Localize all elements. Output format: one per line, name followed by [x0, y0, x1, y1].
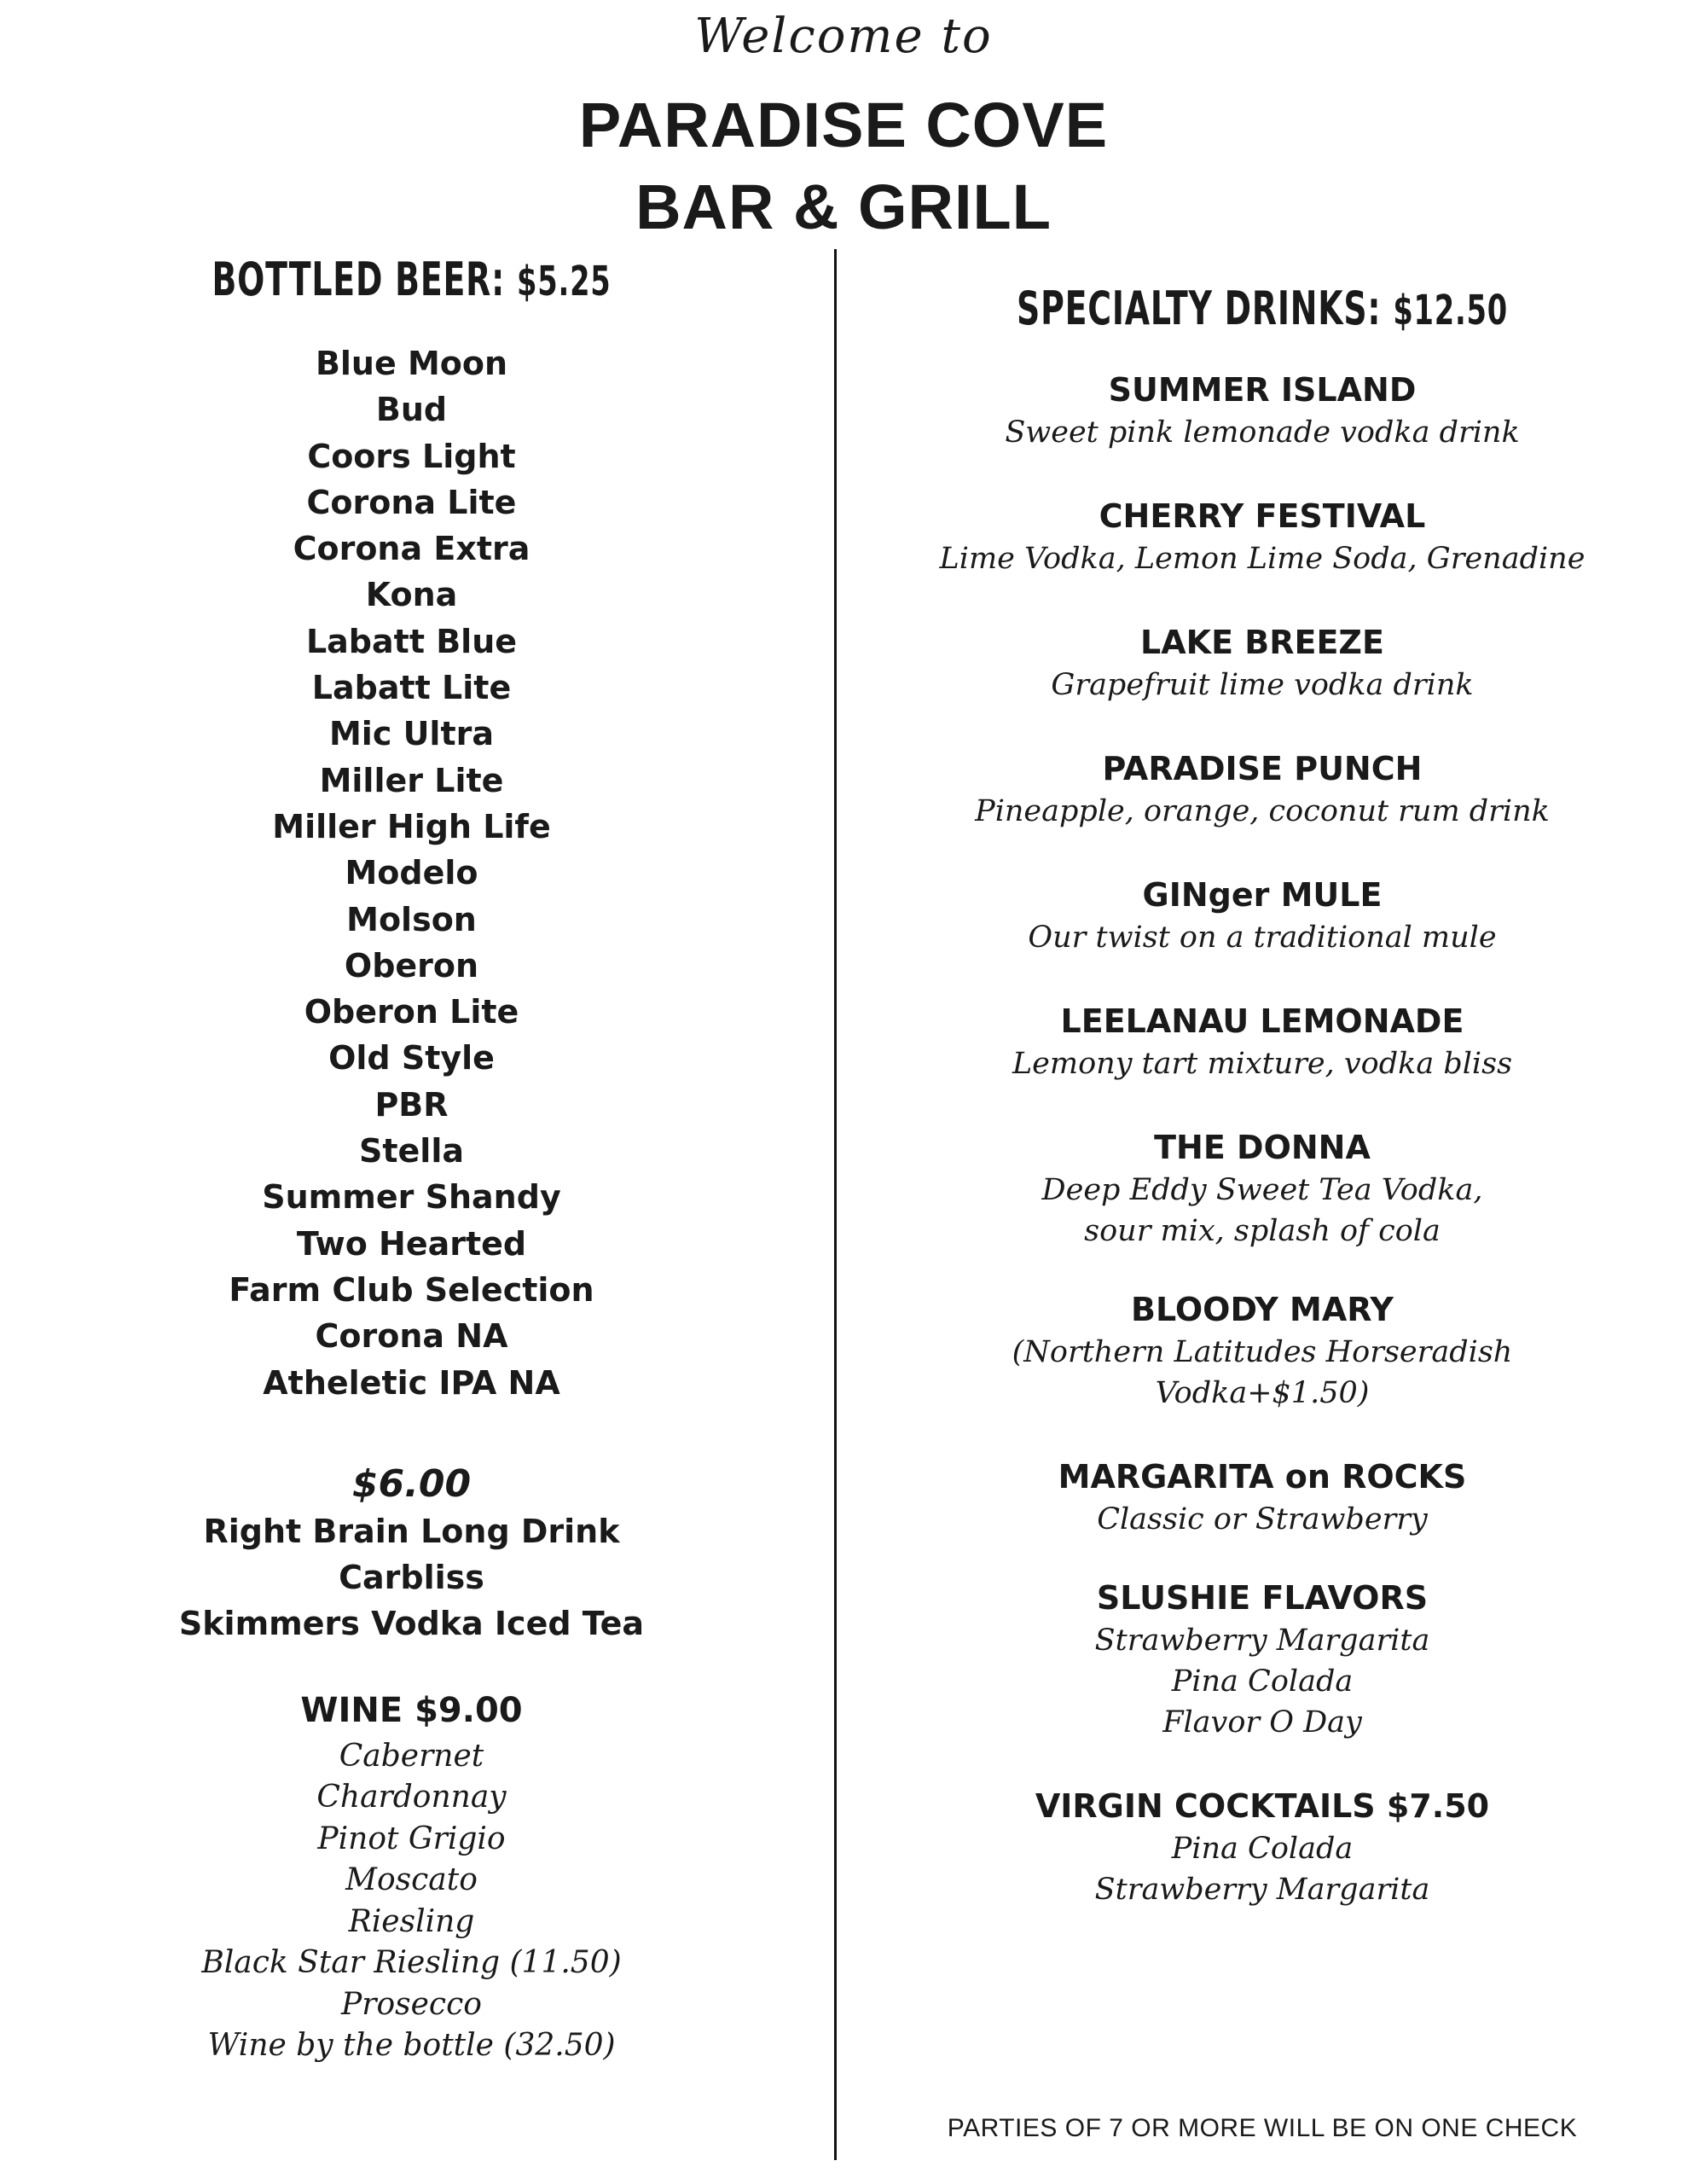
six-dollar-heading: $6.00: [351, 1461, 472, 1506]
drink-name: BLOODY MARY: [1131, 1291, 1394, 1328]
drink-name: THE DONNA: [1154, 1129, 1371, 1166]
beer-item: Farm Club Selection: [229, 1270, 594, 1309]
drink-name: MARGARITA on ROCKS: [1058, 1458, 1467, 1496]
specialty-drink: [921, 1576, 1603, 1743]
wine-item: Wine by the bottle (32.50): [207, 2028, 616, 2064]
drink-name: VIRGIN COCKTAILS $7.50: [1035, 1787, 1490, 1825]
drink-name: SUMMER ISLAND: [1108, 371, 1417, 409]
specialty-drinks-heading: [996, 282, 1528, 335]
right-column: [921, 282, 1603, 1910]
drink-name: GINger MULE: [1142, 876, 1383, 914]
bottled-beer-price: $5.25: [517, 258, 612, 305]
drink-description: Lime Vodka, Lemon Lime Soda, Grenadine: [939, 542, 1586, 576]
drink-description: Sweet pink lemonade vodka drink: [1005, 415, 1520, 450]
drink-description: Pineapple, orange, coconut rum drink: [975, 794, 1550, 828]
wine-item: Riesling: [348, 1903, 475, 1939]
beer-item: Labatt Lite: [311, 669, 512, 707]
beer-item: Corona Extra: [293, 530, 530, 568]
beer-item: Miller Lite: [319, 761, 504, 799]
beer-item: Oberon: [344, 946, 479, 985]
beer-list: [136, 340, 687, 1406]
drink-description: Pina Colada: [1171, 1832, 1354, 1866]
restaurant-name-line1: PARADISE COVE: [578, 90, 1109, 160]
wine-item: Black Star Riesling (11.50): [201, 1945, 622, 1981]
specialty-drinks-price: $12.50: [1393, 287, 1508, 334]
specialty-drink: [921, 746, 1603, 832]
drink-name: CHERRY FESTIVAL: [1099, 497, 1426, 535]
specialty-drink-list: [921, 368, 1603, 1910]
six-dollar-item: Right Brain Long Drink: [203, 1512, 620, 1550]
six-dollar-item: Skimmers Vodka Iced Tea: [178, 1605, 645, 1643]
specialty-drink: [921, 1784, 1603, 1910]
beer-item: Mic Ultra: [328, 715, 495, 753]
beer-item: Bud: [375, 391, 448, 429]
specialty-drink: [921, 999, 1603, 1084]
specialty-drink: [921, 494, 1603, 579]
beer-item: Modelo: [345, 854, 478, 892]
welcome-text: Welcome to: [694, 9, 993, 64]
drink-description: Classic or Strawberry: [1097, 1502, 1428, 1536]
beer-item: Molson: [346, 900, 477, 938]
wine-heading: WINE $9.00: [300, 1690, 523, 1730]
six-dollar-list: [136, 1508, 687, 1647]
beer-item: Two Hearted: [296, 1224, 527, 1263]
wine-item: Cabernet: [339, 1738, 484, 1774]
wine-list: [136, 1736, 687, 2067]
beer-item: Corona Lite: [306, 483, 517, 521]
wine-item: Pinot Grigio: [317, 1821, 506, 1856]
drink-description: Grapefruit lime vodka drink: [1051, 668, 1474, 702]
party-check-note: PARTIES OF 7 OR MORE WILL BE ON ONE CHECK: [947, 2114, 1578, 2142]
wine-item: Prosecco: [341, 1986, 482, 2022]
drink-description: Deep Eddy Sweet Tea Vodka,: [1041, 1173, 1483, 1207]
beer-item: Coors Light: [307, 437, 516, 475]
drink-name: SLUSHIE FLAVORS: [1096, 1579, 1429, 1617]
beer-item: Kona: [365, 576, 458, 614]
drink-description: Our twist on a traditional mule: [1028, 921, 1497, 955]
column-divider: [834, 249, 837, 2160]
beer-item: Stella: [359, 1132, 464, 1170]
specialty-drink: [921, 620, 1603, 706]
bottled-beer-heading: [197, 253, 626, 306]
beer-item: Labatt Blue: [305, 622, 518, 660]
drink-name: LEELANAU LEMONADE: [1060, 1002, 1464, 1040]
wine-item: Chardonnay: [316, 1780, 507, 1815]
beer-item: Corona NA: [315, 1317, 508, 1356]
drink-description: Flavor O Day: [1162, 1705, 1362, 1740]
beer-item: Miller High Life: [272, 807, 551, 845]
drink-description: Pina Colada: [1171, 1664, 1354, 1699]
specialty-drink: [921, 1287, 1603, 1414]
specialty-drink: [921, 368, 1603, 453]
specialty-drink: [921, 873, 1603, 958]
six-dollar-item: Carbliss: [339, 1559, 484, 1597]
beer-item: Oberon Lite: [304, 993, 519, 1031]
beer-item: Old Style: [328, 1039, 495, 1077]
drink-name: PARADISE PUNCH: [1102, 750, 1423, 787]
beer-item: Summer Shandy: [262, 1178, 561, 1217]
drink-description: Strawberry Margarita: [1094, 1873, 1430, 1907]
left-column: [136, 253, 687, 2067]
drink-description: Strawberry Margarita: [1094, 1623, 1430, 1658]
beer-item: Blue Moon: [315, 345, 508, 382]
specialty-drink: [921, 1455, 1603, 1540]
wine-item: Moscato: [345, 1862, 478, 1898]
specialty-drinks-label: SPECIALTY DRINKS:: [1017, 282, 1382, 335]
beer-item: PBR: [374, 1085, 449, 1124]
drink-description: Lemony tart mixture, vodka bliss: [1012, 1047, 1513, 1081]
restaurant-name-line2: BAR & GRILL: [635, 171, 1052, 242]
bottled-beer-label: BOTTLED BEER:: [212, 253, 506, 306]
drink-description: sour mix, splash of cola: [1084, 1214, 1441, 1248]
drink-description: (Northern Latitudes Horseradish Vodka+$1.50): [1012, 1335, 1513, 1410]
beer-item: Atheletic IPA NA: [263, 1363, 560, 1402]
specialty-drink: [921, 1125, 1603, 1252]
drink-name: LAKE BREEZE: [1140, 624, 1384, 661]
